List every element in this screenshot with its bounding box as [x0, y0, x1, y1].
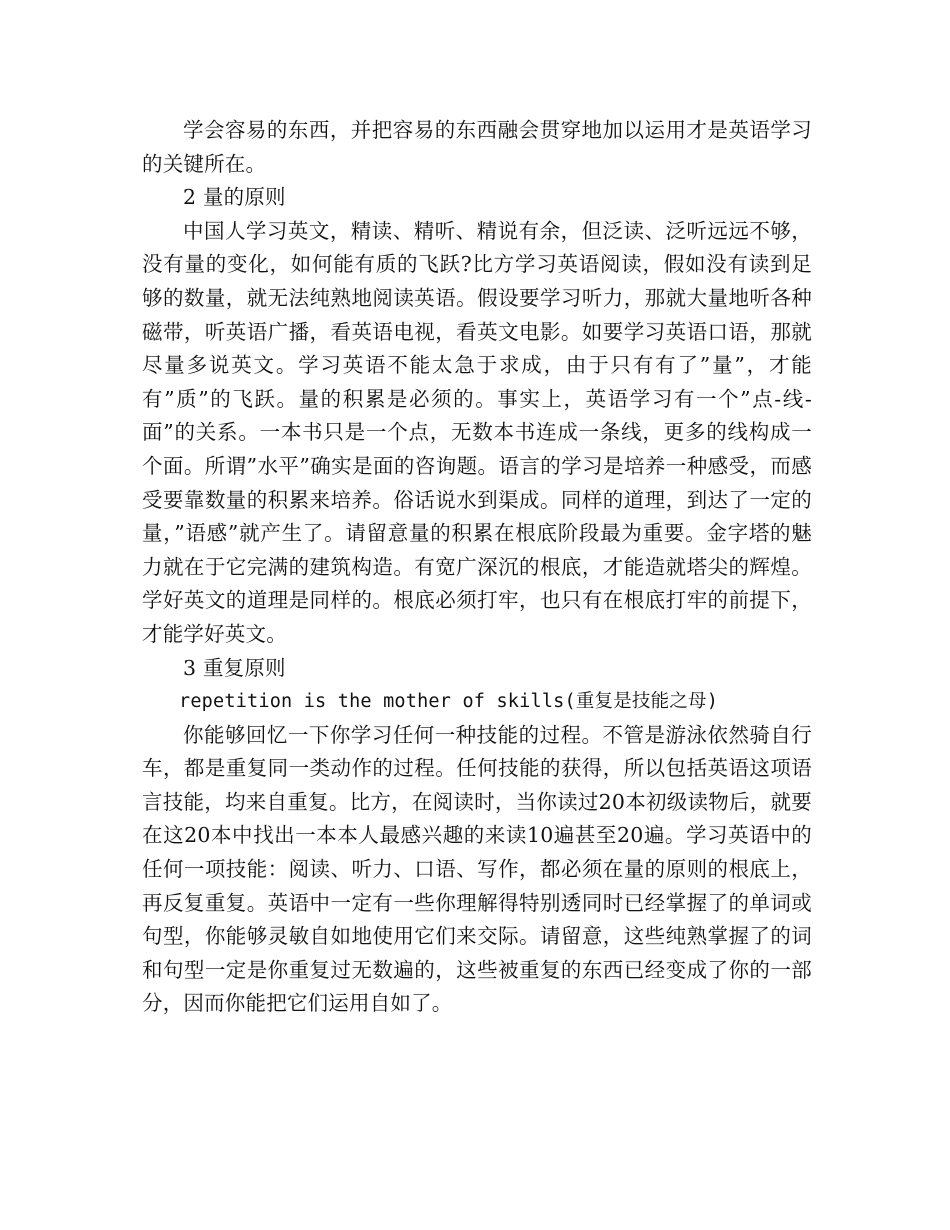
- paragraph-intro: 学会容易的东西，并把容易的东西融会贯穿地加以运用才是英语学习的关键所在。: [142, 118, 812, 176]
- paragraph-quantity: 中国人学习英文，精读、精听、精说有余，但泛读、泛听远远不够，没有量的变化，如何能有质的飞跃?比方学习英语阅读，假如没有读到足够的数量，就无法纯熟地阅读英语。假设要学习听力，那就大量地听各种磁带，听英语广播，看英语电视，看英文电影。如要学习英语口语，那就尽量多说英文。学习英语不能太急于求成，由于只有有了”量”，才能有”质”的飞跃。量的积累是必须的。事实上，英语学习有一个”点-线-面”的关系。一本书只是一个点，无数本书连成一条线，更多的线构成一个面。所谓”水平”确实是面的咨询题。语言的学习是培养一种感受，而感受要靠数量的积累来培养。俗话说水到渠成。同样的道理，到达了一定的量，”语感”就产生了。请留意量的积累在根底阶段最为重要。金字塔的魅力就在于它完满的建筑构造。有宽广深沉的根底，才能造就塔尖的辉煌。学好英文的道理是同样的。根底必须打牢，也只有在根底打牢的前提下，才能学好英文。: [142, 218, 812, 646]
- document-page: [142, 114, 812, 1021]
- paragraph-repetition: 你能够回忆一下你学习任何一种技能的过程。不管是游泳依然骑自行车，都是重复同一类动作的过程。任何技能的获得，所以包括英语这项语言技能，均来自重复。比方，在阅读时，当你读过20本初级读物后，就要在这20本中找出一本本人最感兴趣的来读10遍甚至20遍。学习英语中的任何一项技能：阅读、听力、口语、写作，都必须在量的原则的根底上，再反复重复。英语中一定有一些你理解得特别透同时已经掌握了的单词或句型，你能够灵敏自如地使用它们来交际。请留意，这些纯熟掌握了的词和句型一定是你重复过无数遍的，这些被重复的东西已经变成了你的一部分，因而你能把它们运用自如了。: [142, 722, 812, 1016]
- section-heading-quantity: 2 量的原则: [183, 185, 286, 210]
- motto-line: repetition is the mother of skills(重复是技能之母): [179, 691, 719, 713]
- section-heading-repetition: 3 重复原则: [183, 655, 286, 680]
